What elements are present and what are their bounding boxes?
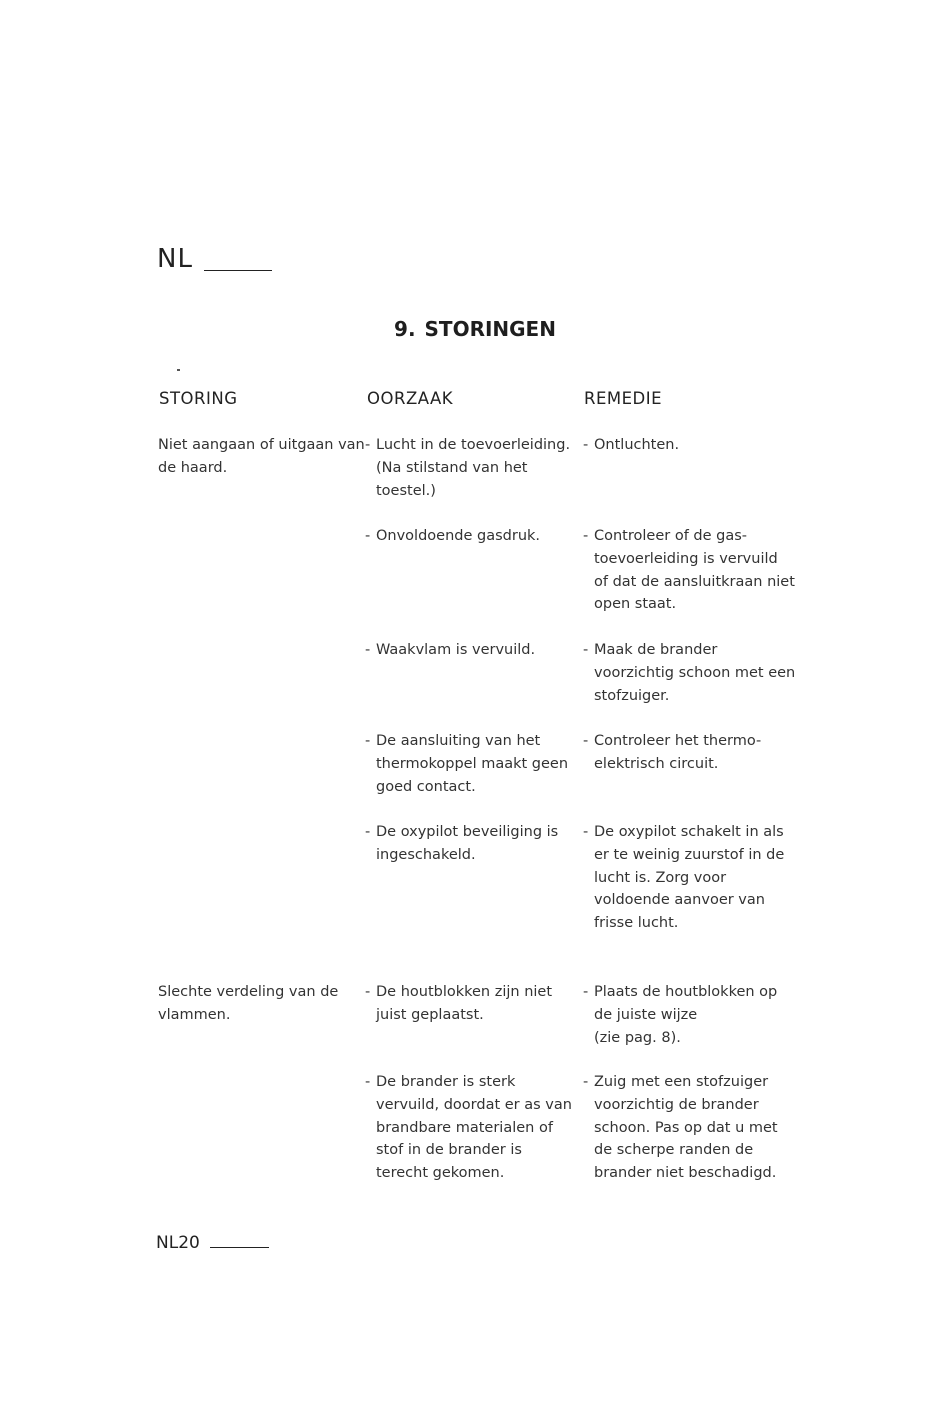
- storing-cell: Niet aangaan of uitgaan van de haard.: [158, 437, 365, 476]
- footer-rule: [210, 1247, 269, 1248]
- column-header-storing: STORING: [159, 389, 238, 408]
- storing-cell: Slechte verdeling van de vlammen.: [158, 984, 339, 1023]
- section-number: 9.: [394, 317, 416, 341]
- column-header-oorzaak: OORZAAK: [367, 389, 454, 408]
- print-speck: [177, 369, 180, 371]
- remedie-item: - Controleer of de gas- toevoerleiding is vervuild of dat de aansluitkraan niet open staat.: [583, 528, 795, 613]
- remedie-item: - Controleer het thermo- elektrisch circuit.: [583, 733, 762, 772]
- header-rule: [204, 270, 272, 271]
- oorzaak-item: - Lucht in de toevoerleiding. (Na stilstand van het toestel.): [365, 437, 571, 499]
- oorzaak-item: - De houtblokken zijn niet juist geplaatst.: [365, 984, 553, 1023]
- oorzaak-item: - De oxypilot beveiliging is ingeschakeld.: [365, 824, 559, 863]
- remedie-item: - Maak de brander voorzichtig schoon met een stofzuiger.: [583, 642, 796, 704]
- oorzaak-item: - Waakvlam is vervuild.: [365, 642, 536, 658]
- language-header: NL: [157, 244, 193, 274]
- section-title: STORINGEN: [424, 317, 556, 341]
- column-header-remedie: REMEDIE: [584, 389, 663, 408]
- remedie-item: - De oxypilot schakelt in als er te weinig zuurstof in de lucht is. Zorg voor voldoende aanvoer van frisse lucht.: [583, 824, 785, 932]
- oorzaak-item: - Onvoldoende gasdruk.: [365, 528, 541, 544]
- oorzaak-item: - De aansluiting van het thermokoppel maakt geen goed contact.: [365, 733, 569, 795]
- remedie-item: - Zuig met een stofzuiger voorzichtig de brander schoon. Pas op dat u met de scherpe randen de brander niet beschadigd.: [583, 1074, 778, 1182]
- page-title: [0, 317, 950, 341]
- page-number: NL20: [156, 1233, 200, 1253]
- remedie-item: - Ontluchten.: [583, 437, 680, 453]
- oorzaak-item: - De brander is sterk vervuild, doordat er as van brandbare materialen of stof in de brander is terecht gekomen.: [365, 1074, 572, 1182]
- remedie-item: - Plaats de houtblokken op de juiste wijze (zie pag. 8).: [583, 984, 778, 1046]
